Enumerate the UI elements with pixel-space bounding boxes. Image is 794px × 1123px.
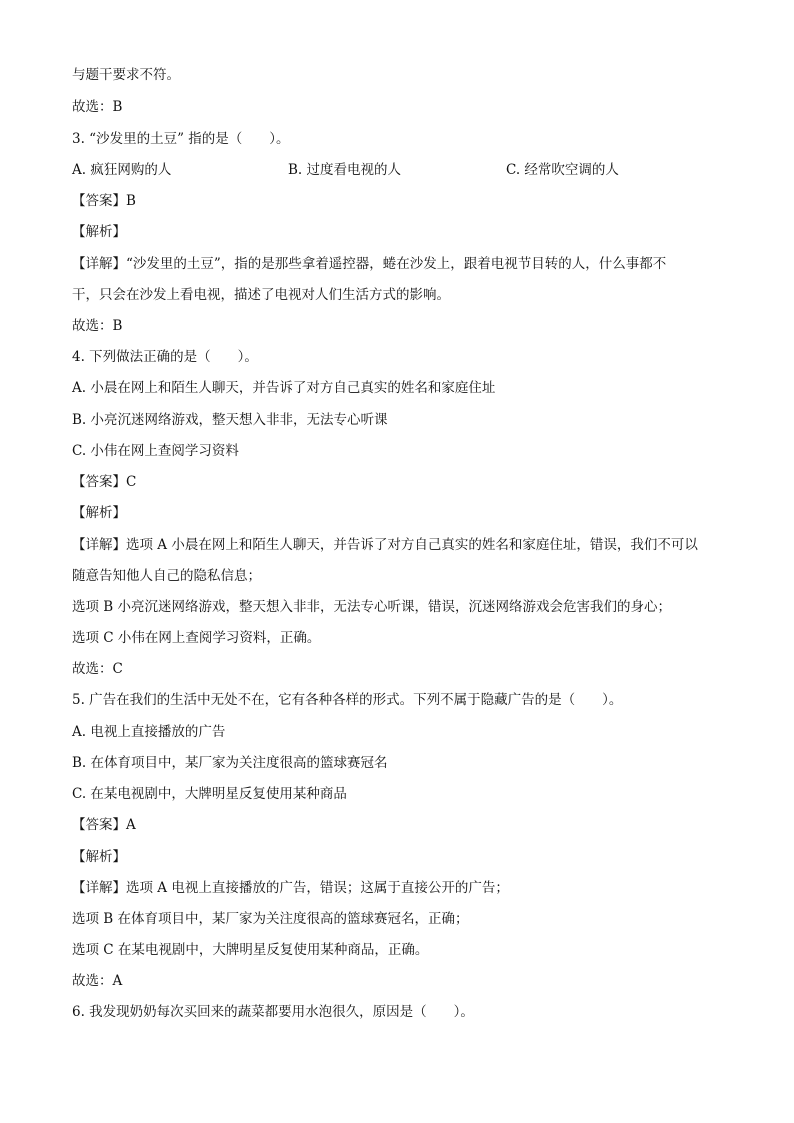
detail-text: 【详解】选项 A 小晨在网上和陌生人聊天，并告诉了对方自己真实的姓名和家庭住址，错误，我们不可以	[72, 537, 698, 553]
question-6: 6. 我发现奶奶每次买回来的蔬菜都要用水泡很久，原因是（ ）。	[72, 1004, 474, 1020]
answer-label: 【答案】C	[72, 474, 137, 490]
detail-text: 【详解】“沙发里的土豆”，指的是那些拿着遥控器，蜷在沙发上，跟着电视节目转的人，什么事都不	[72, 256, 667, 272]
analysis-label: 【解析】	[72, 849, 126, 865]
question-5: 5. 广告在我们的生活中无处不在，它有各种各样的形式。下列不属于隐藏广告的是（ ）。	[72, 692, 623, 708]
q5-option-b: B. 在体育项目中，某厂家为关注度很高的篮球赛冠名	[72, 755, 388, 771]
detail-text: 选项 B 小亮沉迷网络游戏，整天想入非非，无法专心听课，错误，沉迷网络游戏会危害我们的身心；	[72, 599, 672, 615]
q3-option-b: B. 过度看电视的人	[288, 162, 402, 178]
detail-text: 选项 C 小伟在网上查阅学习资料，正确。	[72, 630, 321, 646]
answer-choice-line: 故选：C	[72, 661, 123, 677]
answer-choice-line: 故选：A	[72, 973, 123, 989]
q5-option-a: A. 电视上直接播放的广告	[72, 724, 226, 740]
q3-option-c: C. 经常吹空调的人	[506, 162, 619, 178]
q5-option-c: C. 在某电视剧中，大牌明星反复使用某种商品	[72, 786, 347, 802]
detail-text: 干，只会在沙发上看电视，描述了电视对人们生活方式的影响。	[72, 287, 450, 303]
q4-option-a: A. 小晨在网上和陌生人聊天，并告诉了对方自己真实的姓名和家庭住址	[72, 380, 496, 396]
analysis-label: 【解析】	[72, 505, 126, 521]
detail-text: 选项 C 在某电视剧中，大牌明星反复使用某种商品，正确。	[72, 942, 429, 958]
q3-option-a: A. 疯狂网购的人	[72, 162, 172, 178]
answer-label: 【答案】B	[72, 193, 136, 209]
text-line: 与题干要求不符。	[72, 67, 180, 83]
q4-option-c: C. 小伟在网上查阅学习资料	[72, 443, 239, 459]
question-3: 3. “沙发里的土豆” 指的是（ ）。	[72, 131, 290, 147]
detail-text: 选项 B 在体育项目中，某厂家为关注度很高的篮球赛冠名，正确；	[72, 911, 469, 927]
answer-choice-line: 故选：B	[72, 318, 123, 334]
q4-option-b: B. 小亮沉迷网络游戏，整天想入非非，无法专心听课	[72, 412, 388, 428]
question-4: 4. 下列做法正确的是（ ）。	[72, 349, 258, 365]
detail-text: 【详解】选项 A 电视上直接播放的广告，错误；这属于直接公开的广告；	[72, 880, 509, 896]
analysis-label: 【解析】	[72, 224, 126, 240]
detail-text: 随意告知他人自己的隐私信息；	[72, 568, 261, 584]
answer-label: 【答案】A	[72, 817, 136, 833]
answer-choice-line: 故选：B	[72, 99, 123, 115]
